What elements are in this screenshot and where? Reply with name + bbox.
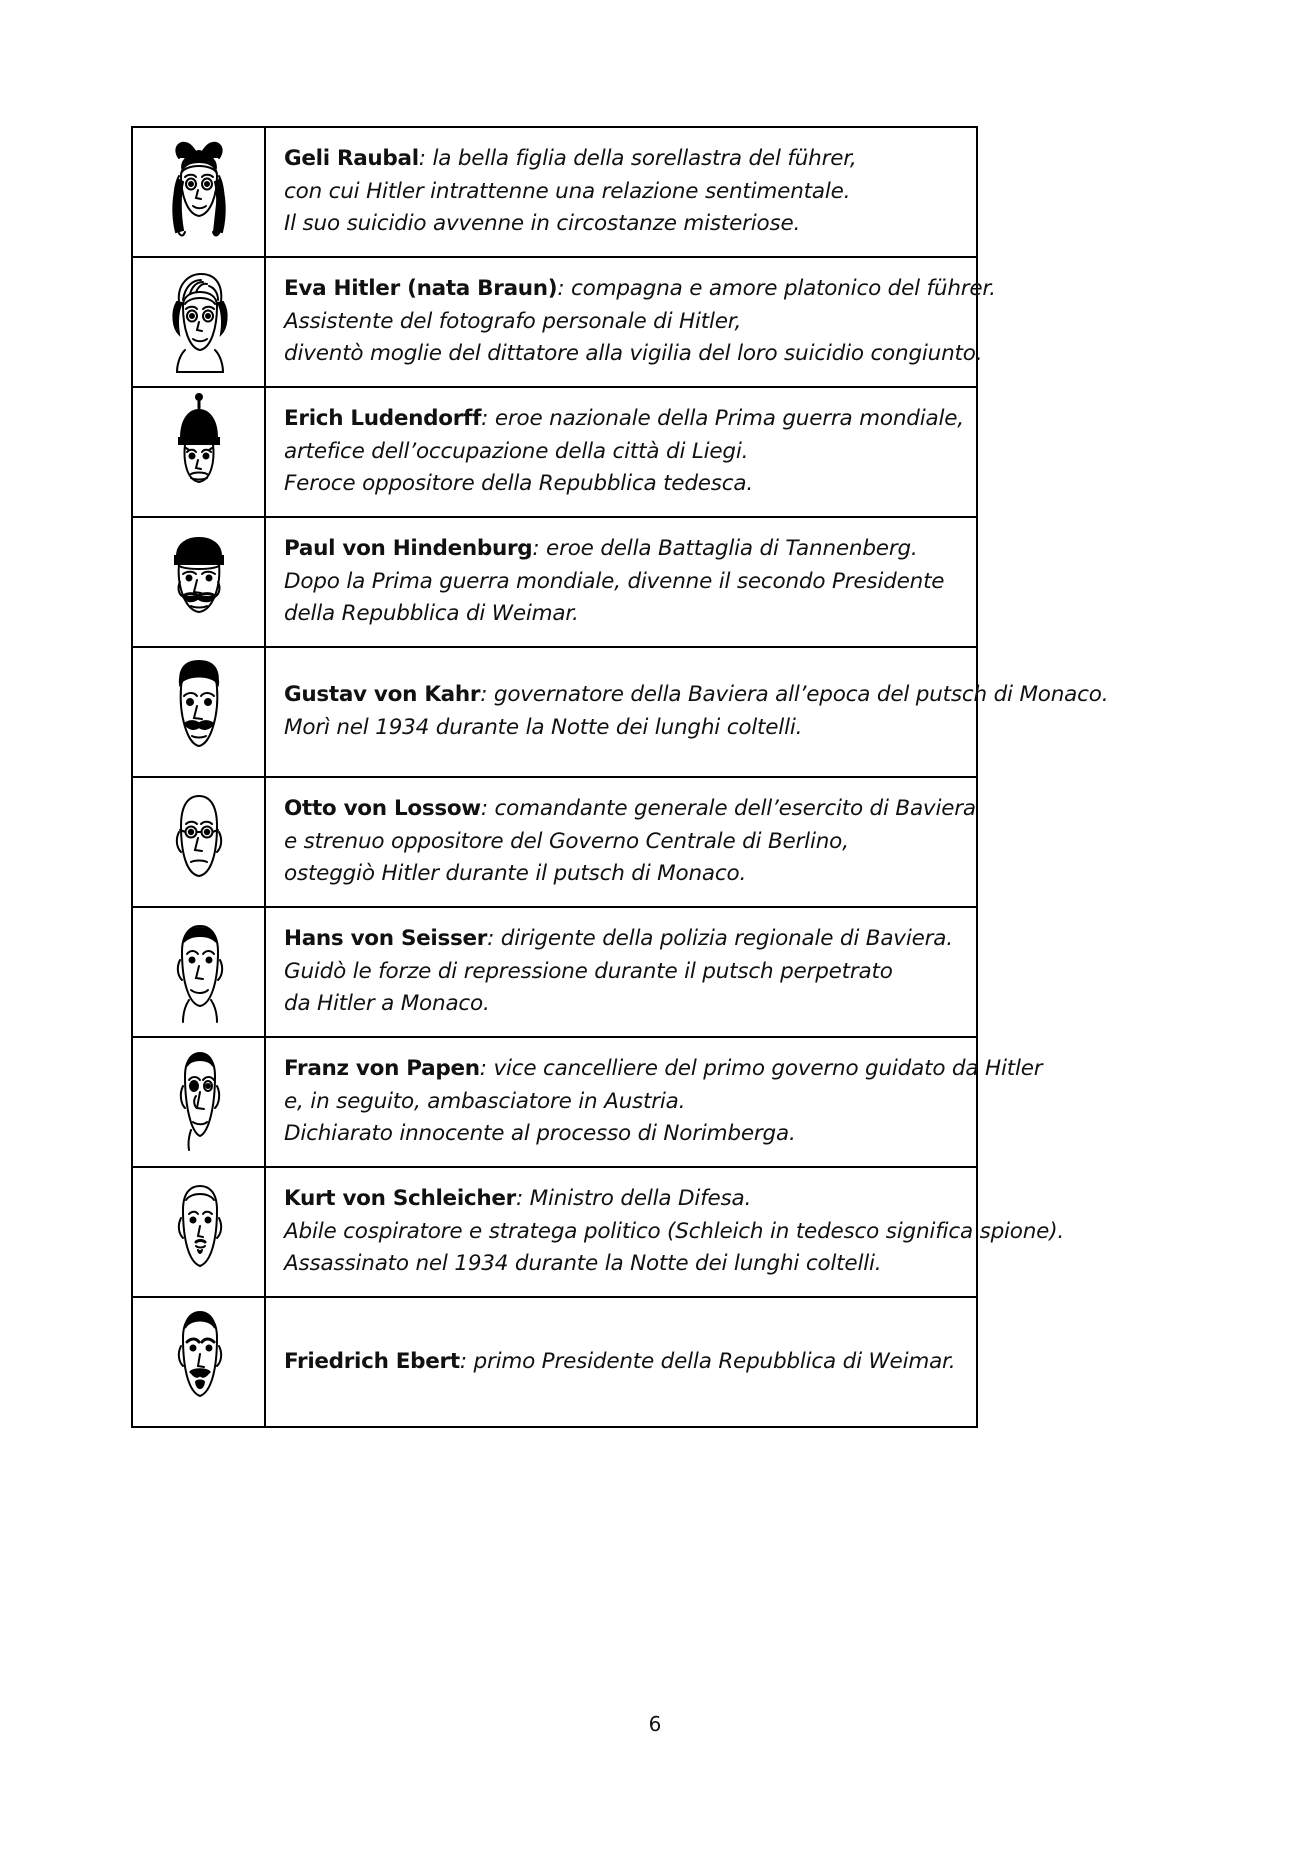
description-line: [284, 468, 960, 501]
table-row: [132, 1297, 977, 1427]
description-cell: [265, 647, 1109, 777]
portrait-cell: [132, 257, 265, 387]
description-text: Dopo la Prima guerra mondiale, divenne il secondo Presidente: [284, 568, 945, 594]
geli-raubal-portrait-icon: [149, 132, 249, 252]
description-line: [284, 176, 960, 209]
description-cell: [265, 1297, 977, 1427]
description-text: in tedesco significa spione).: [763, 1218, 1065, 1244]
portrait-cell: [132, 387, 265, 517]
description-line: [284, 793, 976, 826]
description-text: diventò moglie del dittatore alla vigilia del loro suicidio congiunto.: [284, 341, 983, 367]
description-text: Assassinato nel 1934 durante la Notte dei lunghi coltelli.: [284, 1251, 882, 1277]
description-cell: [265, 1167, 1065, 1297]
person-name: Hans von Seisser: [284, 925, 488, 951]
person-description: [284, 793, 976, 891]
description-text: e strenuo oppositore del Governo Centrale di Berlino,: [284, 828, 849, 854]
person-name: Geli Raubal: [284, 145, 419, 171]
description-line: [284, 826, 960, 859]
emphasis-term: Schleich: [675, 1218, 764, 1244]
person-description: [284, 923, 960, 1021]
person-name: Otto von Lossow: [284, 795, 481, 821]
description-line: [284, 712, 960, 745]
person-description: [284, 1053, 1043, 1151]
table-row: [132, 1037, 977, 1167]
description-line: [284, 533, 960, 566]
description-text: artefice dell’occupazione della città di Liegi.: [284, 438, 749, 464]
description-line: [284, 956, 960, 989]
description-text: Il suo suicidio avvenne in circostanze misteriose.: [284, 211, 801, 237]
emphasis-term: putsch: [553, 861, 625, 887]
description-cell: [265, 777, 977, 907]
description-cell: [265, 1037, 1043, 1167]
person-description: [284, 273, 996, 371]
portrait-cell: [132, 1297, 265, 1427]
description-text: : Ministro della Difesa.: [515, 1185, 752, 1211]
description-line: [284, 566, 960, 599]
description-text: da Hitler a Monaco.: [284, 991, 490, 1017]
description-text: : la bella figlia della sorellastra del: [418, 145, 788, 171]
eva-hitler-portrait-icon: [149, 262, 249, 382]
person-description: [284, 679, 1109, 744]
portrait-cell: [132, 777, 265, 907]
person-name: Paul von Hindenburg: [284, 535, 533, 561]
description-line: [284, 306, 960, 339]
person-name: Eva Hitler (nata Braun): [284, 275, 558, 301]
table-row: [132, 387, 977, 517]
description-line: [284, 1346, 960, 1379]
description-line: [284, 1118, 960, 1151]
description-text: : dirigente della polizia regionale di Baviera.: [487, 925, 953, 951]
person-name: Erich Ludendorff: [284, 405, 482, 431]
person-description: [284, 143, 960, 241]
description-line: [284, 338, 983, 371]
table-row: [132, 127, 977, 257]
person-description: [284, 1183, 1065, 1281]
gustav-von-kahr-portrait-icon: [149, 652, 249, 772]
kurt-von-schleicher-portrait-icon: [149, 1172, 249, 1292]
description-cell: [265, 517, 977, 647]
person-description: [284, 403, 964, 501]
person-description: [284, 1346, 960, 1379]
description-text: Morì nel 1934 durante la Notte dei lunghi coltelli.: [284, 715, 803, 740]
description-text: di Monaco.: [624, 861, 747, 887]
person-name: Franz von Papen: [284, 1055, 480, 1081]
description-line: [284, 858, 960, 891]
description-line: [284, 679, 1109, 712]
description-text: : vice cancelliere del primo governo guidato da Hitler: [479, 1055, 1043, 1081]
description-text: Abile cospiratore e stratega politico (: [284, 1218, 676, 1244]
portrait-cell: [132, 517, 265, 647]
emphasis-term: putsch: [915, 682, 987, 708]
portrait-cell: [132, 907, 265, 1037]
description-text: di Monaco.: [986, 682, 1109, 708]
emphasis-term: führer.: [926, 275, 996, 301]
description-text: : governatore della Baviera all’epoca del: [480, 682, 916, 708]
description-text: : eroe della Battaglia di Tannenberg.: [532, 535, 918, 561]
paul-von-hindenburg-portrait-icon: [149, 522, 249, 642]
description-cell: [265, 907, 977, 1037]
description-line: [284, 1216, 1065, 1249]
description-text: Assistente del fotografo personale di Hitler,: [284, 308, 742, 334]
description-line: [284, 143, 960, 176]
description-line: [284, 273, 996, 306]
franz-von-papen-portrait-icon: [149, 1042, 249, 1162]
description-text: e, in seguito, ambasciatore in Austria.: [284, 1088, 686, 1114]
table-row: [132, 257, 977, 387]
description-text: : eroe nazionale della Prima guerra mondiale,: [481, 405, 964, 431]
description-cell: [265, 387, 977, 517]
table-row: [132, 517, 977, 647]
table-row: [132, 1167, 977, 1297]
description-line: [284, 1183, 960, 1216]
person-name: Kurt von Schleicher: [284, 1185, 516, 1211]
description-cell: [265, 127, 977, 257]
friedrich-ebert-portrait-icon: [149, 1302, 249, 1422]
description-text: con cui Hitler intrattenne una relazione sentimentale.: [284, 178, 851, 204]
portrait-cell: [132, 1167, 265, 1297]
description-line: [284, 988, 960, 1021]
description-text: : primo Presidente della Repubblica di Weimar.: [459, 1348, 956, 1374]
table-row: [132, 777, 977, 907]
portrait-cell: [132, 1037, 265, 1167]
otto-von-lossow-portrait-icon: [149, 782, 249, 902]
description-line: [284, 598, 960, 631]
characters-table-container: [131, 126, 1109, 1428]
emphasis-term: putsch: [702, 958, 774, 984]
description-line: [284, 208, 960, 241]
description-text: osteggiò Hitler durante il: [284, 861, 554, 887]
description-text: Dichiarato innocente al processo di Norimberga.: [284, 1121, 796, 1147]
description-text: Feroce oppositore della Repubblica tedesca.: [284, 471, 754, 497]
table-row: [132, 907, 977, 1037]
erich-ludendorff-portrait-icon: [149, 392, 249, 512]
emphasis-term: führer,: [787, 145, 857, 171]
person-description: [284, 533, 960, 631]
description-line: [284, 1086, 960, 1119]
description-line: [284, 1248, 960, 1281]
page-number: 6: [648, 1712, 662, 1736]
description-text: perpetrato: [773, 958, 893, 984]
description-text: Guidò le forze di repressione durante il: [284, 958, 703, 984]
table-row: [132, 647, 977, 777]
portrait-cell: [132, 127, 265, 257]
portrait-cell: [132, 647, 265, 777]
hans-von-seisser-portrait-icon: [149, 912, 249, 1032]
characters-table: [131, 126, 1109, 1428]
description-text: : comandante generale dell’esercito di Baviera: [480, 795, 976, 821]
person-name: Friedrich Ebert: [284, 1348, 460, 1374]
description-cell: [265, 257, 996, 387]
description-line: [284, 403, 964, 436]
description-line: [284, 1053, 1043, 1086]
description-text: della Repubblica di Weimar.: [284, 601, 579, 627]
description-line: [284, 923, 960, 956]
description-line: [284, 436, 960, 469]
person-name: Gustav von Kahr: [284, 682, 481, 708]
description-text: : compagna e amore platonico del: [557, 275, 927, 301]
